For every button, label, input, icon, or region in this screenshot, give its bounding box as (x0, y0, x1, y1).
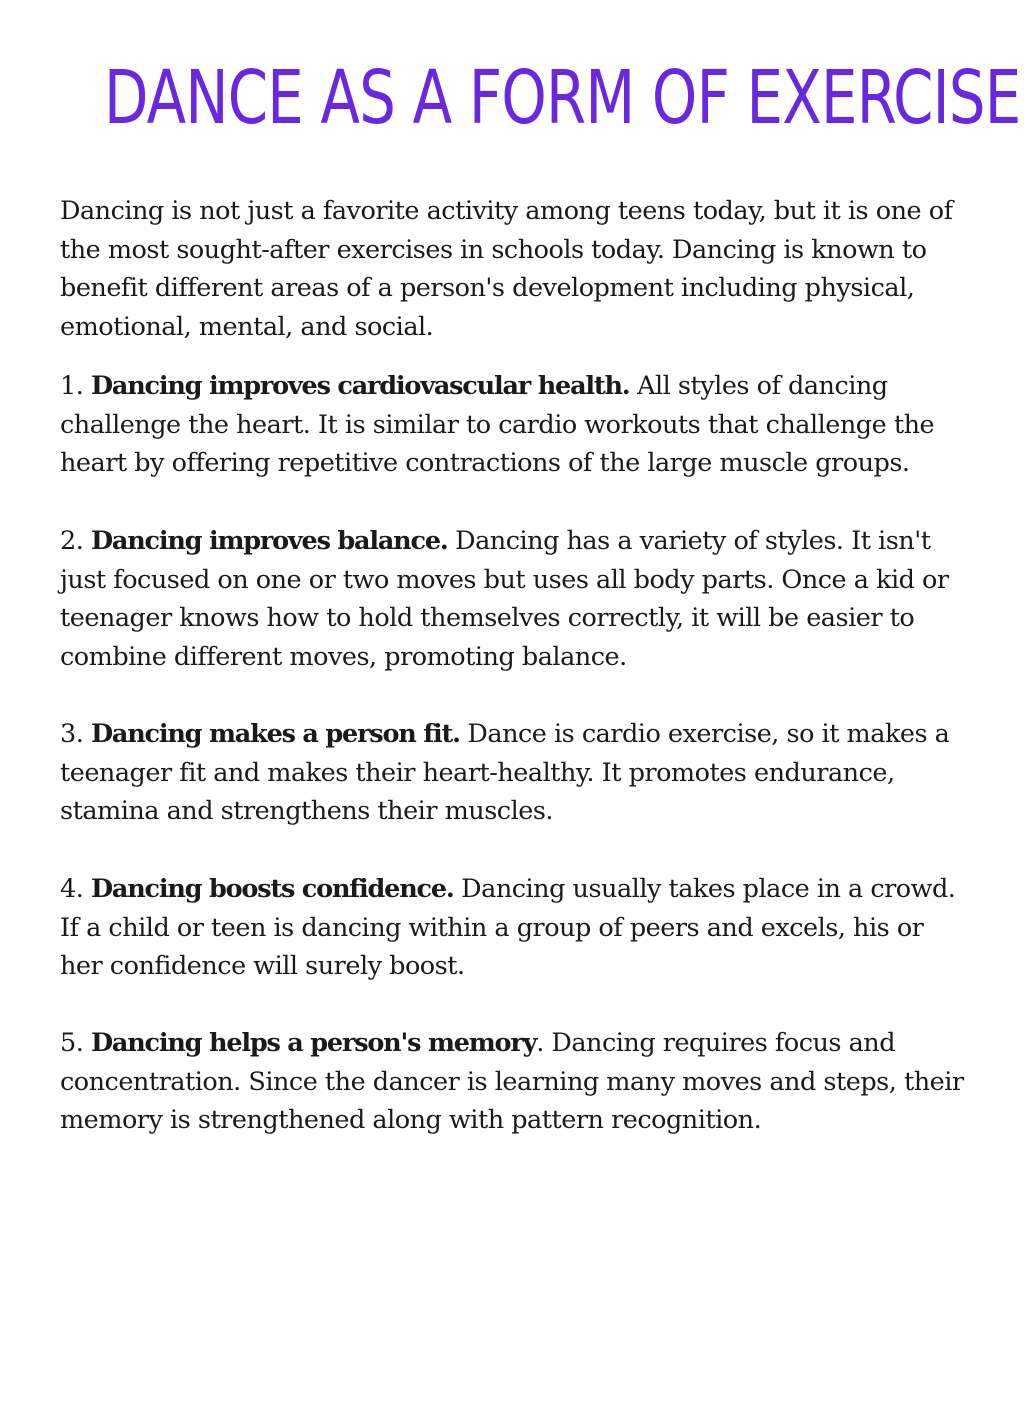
item-number: 4. (60, 874, 84, 904)
item-number: 1. (60, 371, 84, 401)
item-text: Dancing has a variety of styles. It isn't just focused on one or two moves but uses all body parts. Once a kid or teenager knows how to hold themselves correctly, it will be easier to combine different moves, promoting balance. (60, 526, 949, 673)
list-item (60, 367, 970, 483)
item-text: Dancing usually takes place in a crowd. If a child or teen is dancing within a group of peers and excels, his or her confidence will surely boost. (60, 874, 956, 982)
item-heading: Dancing makes a person fit. (90, 719, 460, 749)
item-heading: Dancing helps a person's memory (90, 1028, 537, 1058)
item-number: 3. (60, 719, 84, 749)
item-heading: Dancing boosts confidence. (90, 874, 454, 904)
list-item (60, 1024, 970, 1140)
intro-paragraph: Dancing is not just a favorite activity among teens today, but it is one of the most sought-after exercises in schools today. Dancing is known to benefit different areas of a person's development including physical, emotional, mental, and social. (60, 196, 953, 343)
item-text: Dance is cardio exercise, so it makes a teenager fit and makes their heart-healthy. It promotes endurance, stamina and strengthens their muscles. (60, 719, 950, 827)
item-text: . Dancing requires focus and concentration. Since the dancer is learning many moves and steps, their memory is strengthened along with pattern recognition. (60, 1028, 964, 1136)
item-heading: Dancing improves cardiovascular health. (90, 371, 630, 401)
item-number: 5. (60, 1028, 84, 1058)
list-item (60, 522, 970, 677)
page-title: DANCE AS A FORM OF EXERCISE (104, 55, 1021, 141)
item-text: All styles of dancing challenge the heart. It is similar to cardio workouts that challenge the heart by offering repetitive contractions of the large muscle groups. (60, 371, 935, 479)
list-item (60, 715, 970, 831)
list-item (60, 870, 970, 986)
item-heading: Dancing improves balance. (90, 526, 448, 556)
item-number: 2. (60, 526, 84, 556)
